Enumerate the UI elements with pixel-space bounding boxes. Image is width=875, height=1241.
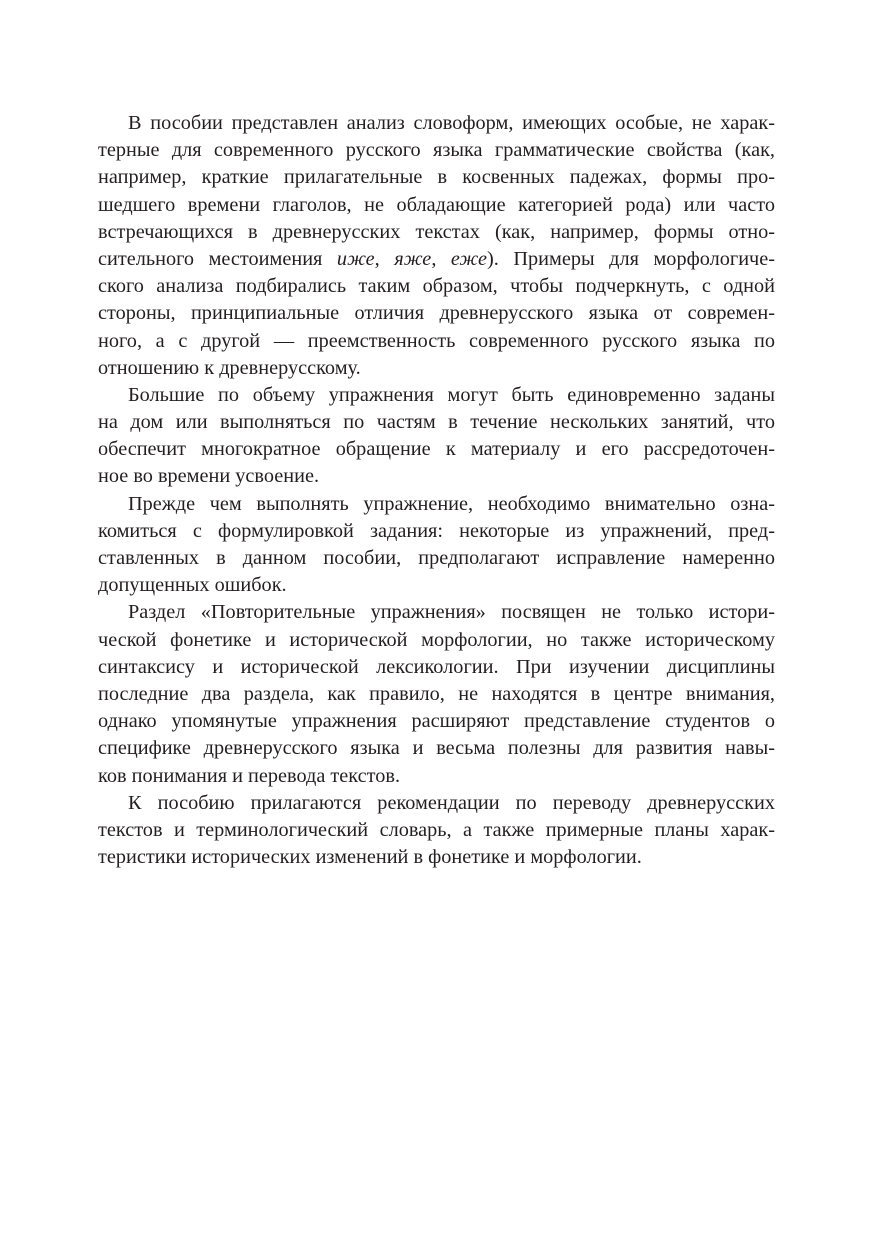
text-line: специфике древнерусского языка и весьма полезны для развития навы-	[98, 737, 775, 760]
text-line: встречающихся в древнерусских текстах (как, например, формы отно-	[98, 220, 775, 243]
text-line: текстов и терминологический словарь, а также примерные планы харак-	[98, 818, 775, 841]
text-line: комиться с формулировкой задания: некоторые из упражнений, пред-	[98, 519, 775, 542]
text-line: обеспечит многократное обращение к материалу и его рассредоточен-	[98, 438, 775, 461]
body-text	[98, 110, 775, 871]
text-line: В пособии представлен анализ словоформ, имеющих особые, не харак-	[128, 112, 775, 134]
text-line: ского анализа подбирались таким образом, чтобы подчеркнуть, с одной	[98, 275, 775, 298]
text-line: теристики исторических изменений в фонетике и морфологии.	[98, 846, 642, 869]
text-line: синтаксису и исторической лексикологии. При изучении дисциплины	[98, 655, 775, 678]
text-line: на дом или выполняться по частям в течение нескольких занятий, что	[98, 411, 775, 434]
text-line: последние два раздела, как правило, не находятся в центре внимания,	[98, 682, 775, 705]
text-line: отношению к древнерусскому.	[98, 356, 361, 379]
text-line: ставленных в данном пособии, предполагают исправление намеренно	[98, 547, 775, 569]
text-line: ное во времени усвоение.	[98, 465, 320, 488]
text-fragment: сительного местоимения	[98, 247, 337, 270]
text-line: ческой фонетике и исторической морфологии, но также историческому	[98, 628, 775, 651]
text-line: шедшего времени глаголов, не обладающие категорией рода) или часто	[98, 193, 775, 216]
text-line: К пособию прилагаются рекомендации по переводу древнерусских	[128, 791, 775, 814]
text-line: ного, а с другой — преемственность современного русского языка по	[98, 329, 775, 352]
text-line: ков понимания и перевода текстов.	[98, 764, 401, 787]
text-line: Прежде чем выполнять упражнение, необходимо внимательно озна-	[128, 492, 775, 515]
text-line: Большие по объему упражнения могут быть единовременно заданы	[128, 383, 775, 406]
text-line-with-italics	[98, 246, 775, 273]
italic-term-ezhe: еже	[450, 247, 488, 270]
italic-term-izhe: иже	[336, 247, 375, 270]
text-line: терные для современного русского языка грамматические свойства (как,	[98, 139, 775, 162]
text-line: однако упомянутые упражнения расширяют представление студентов о	[98, 710, 775, 733]
text-fragment: ,	[374, 247, 395, 270]
text-line: стороны, принципиальные отличия древнерусского языка от современ-	[98, 302, 775, 325]
text-fragment: ). Примеры для морфологиче-	[487, 247, 775, 270]
text-line: например, краткие прилагательные в косвенных падежах, формы про-	[98, 166, 775, 189]
italic-term-yazhe: яже	[394, 247, 432, 270]
text-fragment: ,	[431, 247, 451, 270]
text-line: Раздел «Повторительные упражнения» посвящен не только истори-	[128, 601, 775, 624]
text-line: допущенных ошибок.	[98, 574, 287, 597]
